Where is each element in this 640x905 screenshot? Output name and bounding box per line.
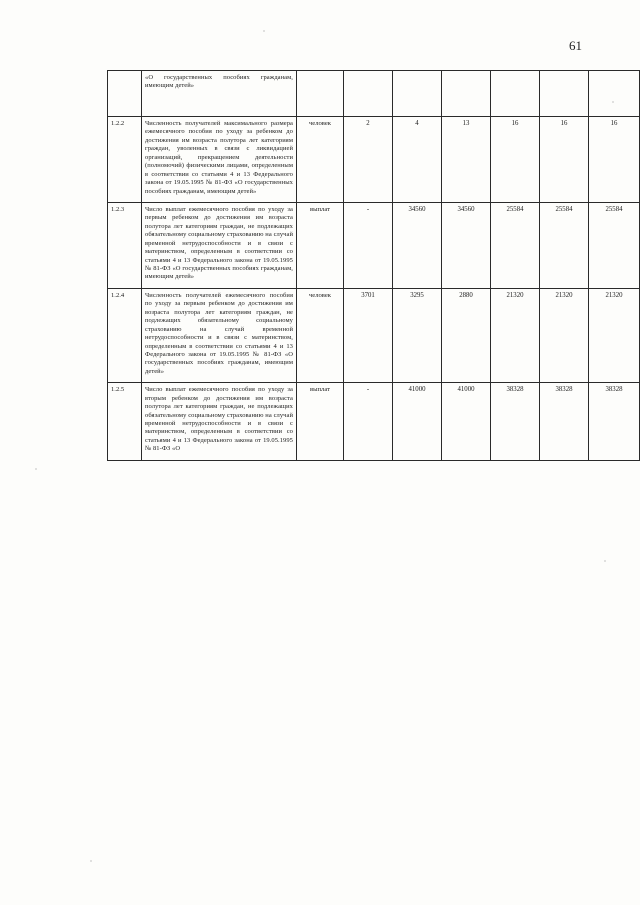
row-text: Число выплат ежемесячного пособия по уходу за первым ребенком до достижения им возраста полутора лет категориям граждан, не подлежащих обязательному социальному страхованию на случай временной нетрудоспособности и в связи с материнством, определенным в соответствии со статьями 4 и 13 Федерального закона от 19.05.1995 № 81-ФЗ «О государственных пособиях гражданам, имеющим детей»: [142, 202, 297, 288]
table-row: [108, 71, 640, 117]
table-row: [108, 202, 640, 288]
row-value: 34560: [442, 202, 491, 288]
row-unit: человек: [297, 117, 344, 203]
row-number: [108, 71, 142, 117]
row-value: 2: [344, 117, 393, 203]
page-number: 61: [569, 38, 582, 53]
row-value: 21320: [540, 288, 589, 382]
row-value: [393, 71, 442, 117]
row-value: [589, 71, 640, 117]
row-unit: человек: [297, 288, 344, 382]
row-value: 21320: [589, 288, 640, 382]
row-value: 25584: [589, 202, 640, 288]
scan-speck: [35, 468, 37, 470]
row-value: 16: [540, 117, 589, 203]
table-body: [108, 71, 640, 461]
row-value: 3701: [344, 288, 393, 382]
row-unit: выплат: [297, 202, 344, 288]
row-value: 34560: [393, 202, 442, 288]
indicators-table: [107, 70, 640, 461]
row-value: 38328: [589, 383, 640, 461]
row-value: 25584: [540, 202, 589, 288]
row-number: 1.2.2: [108, 117, 142, 203]
row-text: Число выплат ежемесячного пособия по уходу за вторым ребенком до достижения им возраста полутора лет категориям граждан, не подлежащих обязательному социальному страхованию на случай временной нетрудоспособности и в связи с материнством, определенным в соответствии со статьями 4 и 13 Федерального закона от 19.05.1995 № 81-ФЗ «О: [142, 383, 297, 461]
row-value: 3295: [393, 288, 442, 382]
row-value: 16: [491, 117, 540, 203]
row-value: 2880: [442, 288, 491, 382]
row-value: 41000: [442, 383, 491, 461]
row-number: 1.2.3: [108, 202, 142, 288]
row-value: 4: [393, 117, 442, 203]
row-text: Численность получателей максимального размера ежемесячного пособия по уходу за ребенком до достижения им возраста полутора лет категориям граждан, уволенных в связи с ликвидацией организаций, прекращением деятельности (полномочий) физическими лицами, определенным в соответствии со статьями 4 и 13 Федерального закона от 19.05.1995 № 81-ФЗ «О государственных пособиях гражданам, имеющим детей»: [142, 117, 297, 203]
row-text: «О государственных пособиях гражданам, имеющим детей»: [142, 71, 297, 117]
row-unit: выплат: [297, 383, 344, 461]
row-text: Численность получателей ежемесячного пособия по уходу за первым ребенком до достижения им возраста полутора лет категориям граждан, не подлежащих обязательному социальному страхованию на случай временной нетрудоспособности и в связи с материнством, определенным в соответствии со статьями 4 и 13 Федерального закона от 19.05.1995 № 81-ФЗ «О государственных пособиях гражданам, имеющим детей»: [142, 288, 297, 382]
row-value: [442, 71, 491, 117]
row-number: 1.2.4: [108, 288, 142, 382]
scan-speck: [263, 30, 265, 32]
table-row: [108, 117, 640, 203]
row-value: [540, 71, 589, 117]
row-value: -: [344, 383, 393, 461]
table-row: [108, 383, 640, 461]
row-value: -: [344, 202, 393, 288]
scan-speck: [90, 860, 92, 862]
row-number: 1.2.5: [108, 383, 142, 461]
row-value: [344, 71, 393, 117]
row-value: 25584: [491, 202, 540, 288]
row-value: 21320: [491, 288, 540, 382]
row-value: 38328: [540, 383, 589, 461]
scan-speck: [604, 560, 606, 562]
indicators-table-wrapper: [107, 70, 623, 461]
table-row: [108, 288, 640, 382]
row-value: [491, 71, 540, 117]
row-value: 13: [442, 117, 491, 203]
row-value: 16: [589, 117, 640, 203]
row-value: 41000: [393, 383, 442, 461]
row-unit: [297, 71, 344, 117]
row-value: 38328: [491, 383, 540, 461]
